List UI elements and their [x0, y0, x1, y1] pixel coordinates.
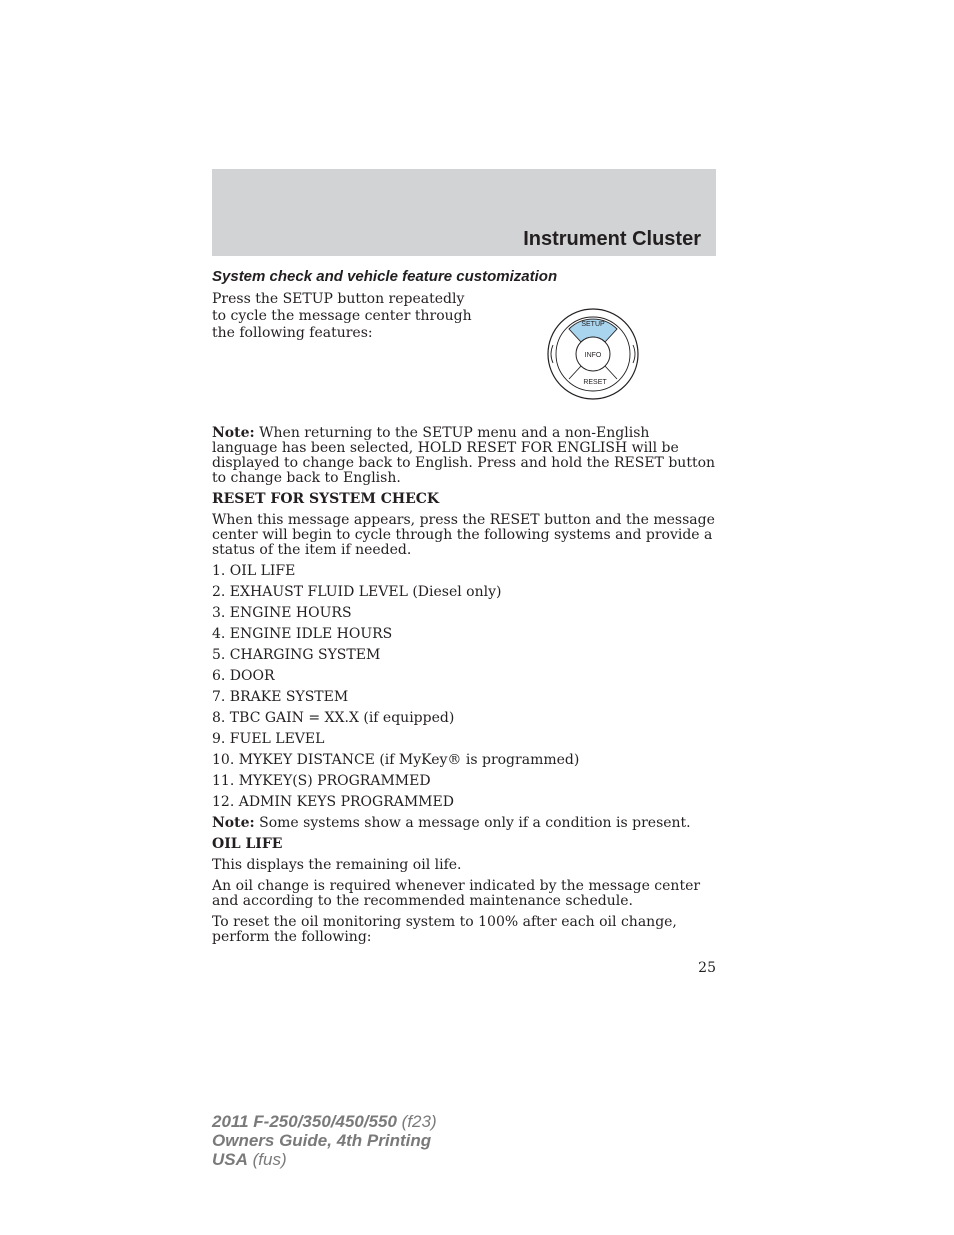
intro-paragraph: Press the SETUP button repeatedly to cycle the message center through the following features: [212, 291, 472, 341]
setup-info-reset-control-illustration [545, 307, 641, 401]
page-number: 25 [698, 960, 716, 976]
list-item: 8. TBC GAIN = XX.X (if equipped) [212, 710, 455, 726]
footer-code: (f23) [396, 1112, 437, 1131]
list-item: 10. MYKEY DISTANCE (if MyKey® is programmed) [212, 752, 580, 768]
note-label: Note: [212, 815, 255, 831]
footer-imprint [212, 1112, 437, 1169]
list-item: 1. OIL LIFE [212, 563, 296, 579]
reset-label: RESET [583, 379, 607, 386]
note-text: When returning to the SETUP menu and a non-English language has been selected, HOLD RESET FOR ENGLISH will be displayed to change back to English. Press and hold the RESET button to change back to English. [212, 425, 716, 486]
oil-life-paragraph: To reset the oil monitoring system to 100% after each oil change, perform the following: [212, 914, 677, 945]
footer-line [212, 1112, 437, 1131]
footer-market-code: (fus) [247, 1150, 287, 1169]
system-check-list [212, 564, 717, 810]
list-item: 6. DOOR [212, 668, 275, 684]
oil-life-paragraph: This displays the remaining oil life. [212, 857, 462, 873]
oil-life-heading: OIL LIFE [212, 836, 283, 852]
note-paragraph [212, 816, 717, 831]
list-item: 2. EXHAUST FLUID LEVEL (Diesel only) [212, 584, 502, 600]
list-item: 7. BRAKE SYSTEM [212, 689, 349, 705]
reset-heading: RESET FOR SYSTEM CHECK [212, 491, 440, 507]
footer-market: USA [212, 1150, 248, 1169]
footer-model: 2011 F-250/350/450/550 [212, 1112, 397, 1131]
footer-line: Owners Guide, 4th Printing [212, 1131, 432, 1150]
list-item: 12. ADMIN KEYS PROGRAMMED [212, 794, 454, 810]
list-item: 11. MYKEY(S) PROGRAMMED [212, 773, 431, 789]
note-text: Some systems show a message only if a condition is present. [254, 815, 691, 831]
list-item: 9. FUEL LEVEL [212, 731, 325, 747]
list-item: 3. ENGINE HOURS [212, 605, 352, 621]
section-heading: System check and vehicle feature customization [212, 268, 558, 285]
note-paragraph [212, 426, 717, 486]
note-label: Note: [212, 425, 255, 441]
list-item: 5. CHARGING SYSTEM [212, 647, 381, 663]
chapter-title: Instrument Cluster [523, 228, 701, 250]
oil-life-paragraph: An oil change is required whenever indicated by the message center and according to the recommended maintenance schedule. [212, 878, 701, 909]
info-label: INFO [584, 352, 602, 359]
reset-paragraph: When this message appears, press the RESET button and the message center will begin to cycle through the following systems and provide a status of the item if needed. [212, 512, 715, 558]
main-content [212, 426, 717, 951]
setup-label: SETUP [581, 321, 605, 328]
footer-line [212, 1150, 437, 1169]
chapter-header-band [212, 169, 716, 256]
list-item: 4. ENGINE IDLE HOURS [212, 626, 393, 642]
